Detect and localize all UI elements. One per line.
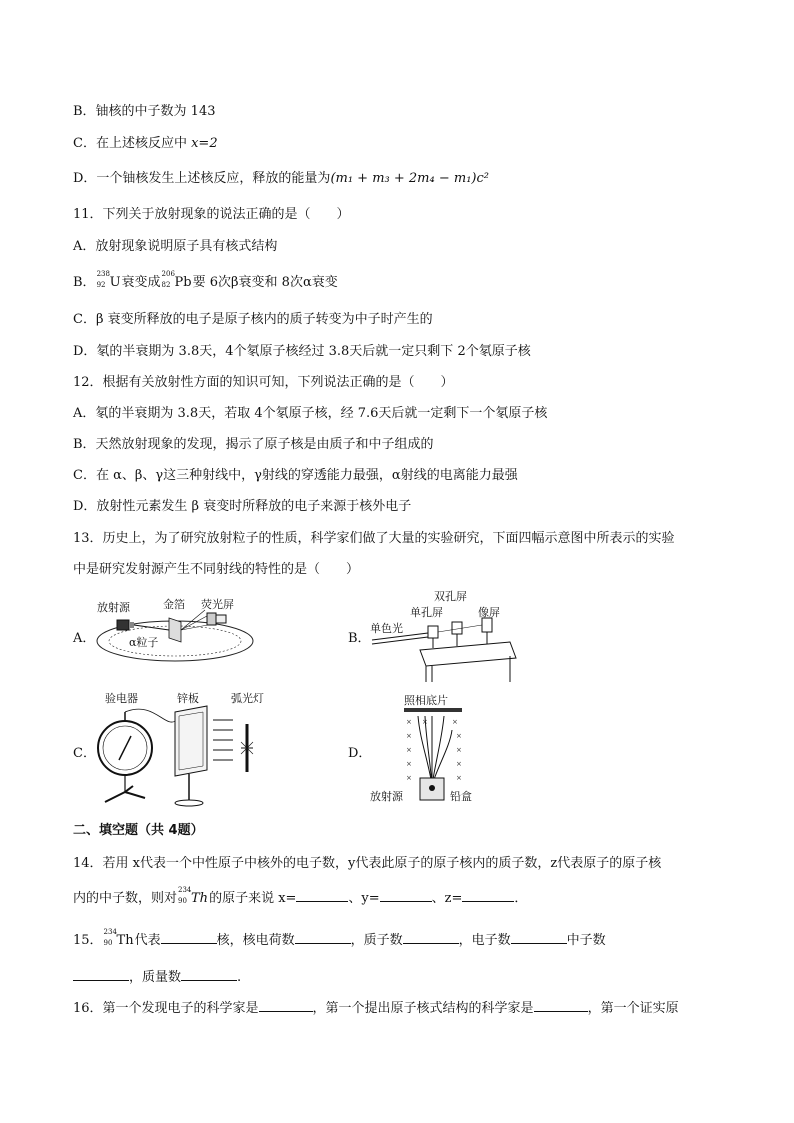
q11-stem: 11．下列关于放射现象的说法正确的是（ ） — [73, 207, 350, 222]
q15-charge-label: 核，核电荷数 — [216, 933, 295, 948]
svg-text:×: × — [406, 774, 412, 782]
q10-option-c-text: C．在上述核反应中 — [73, 136, 192, 151]
fig-a-screen-label: 荧光屏 — [201, 598, 234, 611]
lead-mass: 206 — [161, 270, 175, 278]
q14-x-blank[interactable] — [296, 889, 348, 902]
svg-text:×: × — [406, 760, 412, 768]
q14-line2-prefix: 内的中子数，则对 — [73, 891, 178, 906]
q15-charge-blank[interactable] — [295, 931, 351, 944]
q10-option-c — [73, 135, 218, 153]
q11-option-b-suffix: 要 6次β衰变和 8次α衰变 — [192, 275, 338, 290]
q13-option-c-label: C． — [73, 746, 96, 761]
q11-option-d: D．氡的半衰期为 3.8天，4个氡原子核经过 3.8天后就一定只剩下 2个氡原子核 — [73, 344, 531, 359]
q11-option-b-label: B． — [73, 275, 96, 290]
q14-line1: 14．若用 x代表一个中性原子中核外的电子数，y代表此原子的原子核内的质子数，z代表原子的原子核 — [73, 856, 662, 871]
figure-b-double-slit — [370, 588, 520, 683]
q13-option-d-label: D． — [348, 746, 372, 761]
q15-end: . — [237, 970, 242, 985]
uranium-mass: 238 — [96, 270, 110, 278]
q13-option-b-label: B． — [348, 631, 371, 646]
fig-b-light-label: 单色光 — [370, 622, 403, 635]
svg-text:×: × — [452, 718, 458, 726]
lead-symbol: Pb — [174, 275, 192, 290]
q15-proton-label: ，质子数 — [350, 933, 403, 948]
q14-end: ． — [514, 891, 528, 906]
q10-option-d — [73, 170, 489, 188]
fig-a-particle-label: α粒子 — [129, 636, 159, 649]
q15-thorium-nuclide — [103, 928, 134, 950]
q15-neutron-blank[interactable] — [73, 968, 129, 981]
svg-text:×: × — [406, 718, 412, 726]
q10-option-d-expr: (m₁ + m₃ + 2m₄ − m₁)c² — [330, 171, 489, 186]
q15-electron-blank[interactable] — [511, 931, 567, 944]
q11-option-a: A．放射现象说明原子具有核式结构 — [73, 239, 278, 254]
q15-line1 — [73, 928, 606, 950]
q10-option-c-expr: x=2 — [191, 136, 218, 151]
thorium-nuclide — [178, 886, 209, 908]
q12-stem: 12．根据有关放射性方面的知识可知，下列说法正确的是（ ） — [73, 375, 454, 390]
fig-c-electroscope-label: 验电器 — [105, 692, 138, 705]
q15-electron-label: ，电子数 — [458, 933, 511, 948]
fig-d-source-label: 放射源 — [370, 790, 403, 803]
q16-blank-1[interactable] — [259, 999, 313, 1012]
q12-option-a: A．氡的半衰期为 3.8天，若取 4个氡原子核，经 7.6天后就一定剩下一个氡原子核 — [73, 406, 548, 421]
uranium-symbol: U — [109, 275, 121, 290]
svg-text:×: × — [456, 774, 462, 782]
q13-stem-line2: 中是研究发射源产生不同射线的特性的是（ ） — [73, 562, 360, 577]
q14-z-blank[interactable] — [462, 889, 514, 902]
q16-part2: ，第一个提出原子核式结构的科学家是 — [312, 1001, 534, 1016]
fig-c-zinc-label: 锌板 — [177, 692, 199, 705]
svg-text:×: × — [406, 746, 412, 754]
fig-c-lamp-label: 弧光灯 — [231, 692, 264, 705]
q15-represents-label: 代表 — [134, 933, 161, 948]
fig-d-film-label: 照相底片 — [404, 694, 448, 707]
q11-option-b-mid: 衰变成 — [121, 275, 161, 290]
q13-option-a-label: A． — [73, 631, 96, 646]
q15-nucleus-blank[interactable] — [161, 931, 217, 944]
q14-y-label: 、y= — [348, 891, 380, 906]
fig-a-foil-label: 金箔 — [163, 598, 185, 611]
fig-b-single-label: 单孔屏 — [410, 606, 443, 619]
thorium-symbol: Th — [191, 891, 209, 906]
q15-thorium-z: 90 — [103, 939, 113, 947]
svg-text:×: × — [422, 718, 428, 726]
q15-thorium-mass: 234 — [103, 928, 117, 936]
fig-a-source-label: 放射源 — [97, 601, 130, 614]
q15-mass-label: ，质量数 — [129, 970, 182, 985]
figure-c-drawing — [95, 690, 275, 810]
figure-d-radiation-field — [370, 690, 490, 810]
q14-line2 — [73, 886, 528, 908]
q10-option-b: B．铀核的中子数为 143 — [73, 104, 216, 119]
figure-a-alpha-scattering — [95, 596, 260, 671]
q14-x-label: 的原子来说 x= — [209, 891, 297, 906]
figure-c-photoelectric — [95, 690, 275, 810]
q15-thorium-symbol: Th — [116, 933, 134, 948]
fig-b-double-label: 双孔屏 — [434, 590, 467, 603]
q15-mass-blank[interactable] — [181, 968, 237, 981]
lead-z: 82 — [161, 281, 171, 289]
q13-stem-line1: 13．历史上，为了研究放射粒子的性质，科学家们做了大量的实验研究，下面四幅示意图中所表示的实验 — [73, 531, 675, 546]
fig-d-box-label: 铅盒 — [450, 790, 472, 803]
uranium-z: 92 — [96, 281, 106, 289]
q15-line2 — [73, 968, 241, 987]
q14-z-label: 、z= — [431, 891, 463, 906]
q16-part3: ，第一个证实原 — [587, 1001, 679, 1016]
q16-blank-2[interactable] — [534, 999, 588, 1012]
q11-option-b — [73, 270, 338, 292]
q12-option-d: D．放射性元素发生 β 衰变时所释放的电子来源于核外电子 — [73, 499, 412, 514]
q16-part1: 16．第一个发现电子的科学家是 — [73, 1001, 259, 1016]
svg-text:×: × — [456, 732, 462, 740]
q14-y-blank[interactable] — [380, 889, 432, 902]
thorium-mass: 234 — [178, 886, 192, 894]
q15-proton-blank[interactable] — [403, 931, 459, 944]
q15-number: 15． — [73, 933, 103, 948]
thorium-z: 90 — [178, 897, 187, 905]
lead-nuclide — [161, 270, 192, 292]
q12-option-c: C．在 α、β、γ这三种射线中，γ射线的穿透能力最强，α射线的电离能力最强 — [73, 468, 518, 483]
uranium-nuclide — [96, 270, 121, 292]
q10-option-d-text: D．一个铀核发生上述核反应，释放的能量为 — [73, 171, 331, 186]
svg-text:×: × — [456, 760, 462, 768]
q16-line1 — [73, 999, 679, 1018]
svg-text:×: × — [456, 746, 462, 754]
svg-text:×: × — [406, 732, 412, 740]
q12-option-b: B．天然放射现象的发现，揭示了原子核是由质子和中子组成的 — [73, 437, 434, 452]
q15-neutron-label: 中子数 — [566, 933, 606, 948]
q11-option-c: C．β 衰变所释放的电子是原子核内的质子转变为中子时产生的 — [73, 312, 433, 327]
fig-b-image-label: 像屏 — [478, 606, 500, 619]
section-heading-fill-in: 二、填空题（共 4题） — [73, 823, 204, 838]
